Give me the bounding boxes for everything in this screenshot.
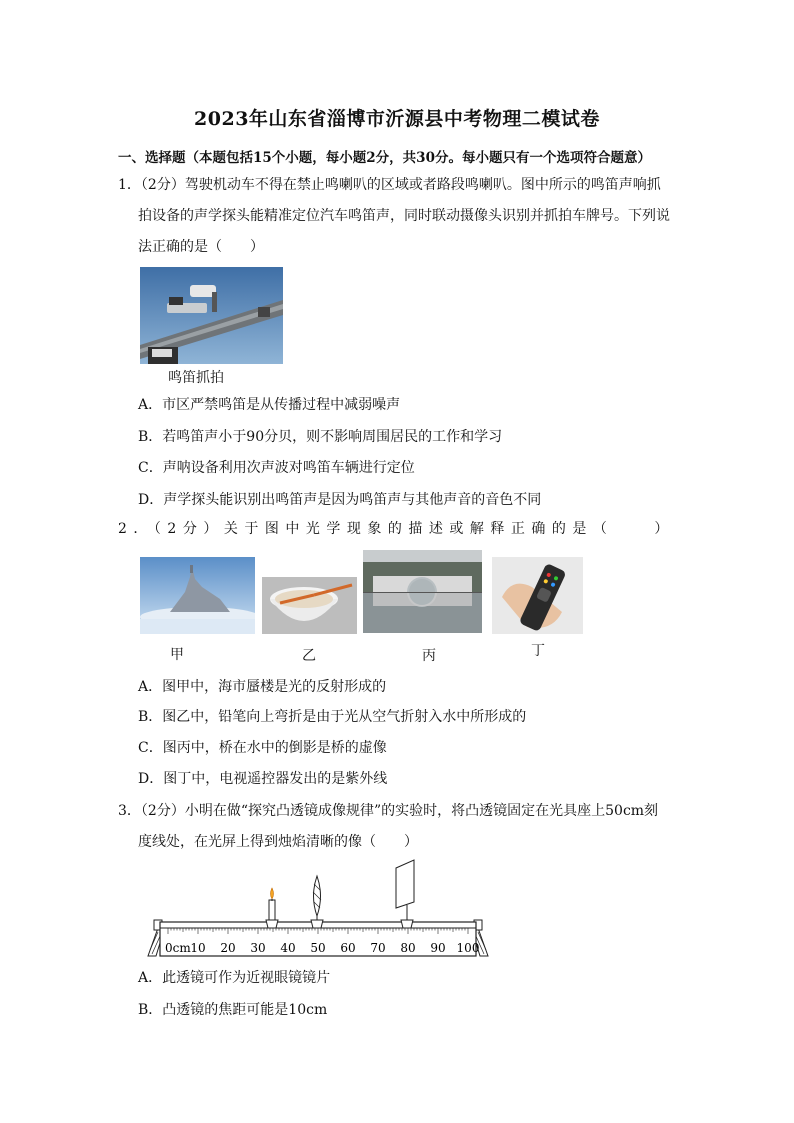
remote-control-photo [492,557,583,634]
ruler-label: 100 [456,941,480,955]
light-screen-icon [396,860,414,928]
ruler-label: 90 [430,941,446,955]
q2-option-a: A．图甲中，海市蜃楼是光的反射形成的 [138,679,387,695]
optical-bench-diagram [138,858,498,963]
page-title: 2023年山东省淄博市沂源县中考物理二模试卷 [194,108,600,130]
ruler-label: 10 [190,941,206,955]
question-1-line-2: 拍设备的声学探头能精准定位汽车鸣笛声，同时联动摄像头识别并抓拍车牌号。下列说 [138,208,670,224]
question-3-line-2: 度线处，在光屏上得到烛焰清晰的像（ ） [138,834,418,850]
caption-bing: 丙 [422,648,436,664]
question-3-line-1: 3．（2分）小明在做“探究凸透镜成像规律”的实验时，将凸透镜固定在光具座上50cm刻 [118,803,659,819]
question-1 [118,170,670,263]
q3-option-a: A．此透镜可作为近视眼镜镜片 [138,970,331,986]
q2-option-c: C．图丙中，桥在水中的倒影是桥的虚像 [138,740,387,756]
ruler-label: 60 [340,941,356,955]
mirage-photo [140,557,255,634]
bridge-reflection-photo [363,550,482,633]
ruler-label: 80 [400,941,416,955]
q2-option-d: D．图丁中，电视遥控器发出的是紫外线 [138,771,388,787]
question-1-line-3: 法正确的是（ ） [138,239,264,255]
question-3 [118,796,658,858]
ruler-label: 30 [250,941,266,955]
honk-capture-photo [140,267,283,364]
question-2-stem: 2．（2分）关于图中光学现象的描述或解释正确的是（ ） [118,521,675,537]
ruler-label: 0cm [165,941,191,955]
convex-lens-icon [311,876,323,928]
caption-ding: 丁 [531,643,545,659]
q1-option-a: A．市区严禁鸣笛是从传播过程中减弱噪声 [138,397,401,413]
section-heading: 一、选择题（本题包括15个小题，每小题2分，共30分。每小题只有一个选项符合题意） [118,150,651,166]
photo-caption-honk: 鸣笛抓拍 [168,370,224,386]
candle-icon [266,888,278,928]
pencil-in-bowl-photo [262,577,357,634]
ruler-label: 50 [310,941,326,955]
ruler-label: 20 [220,941,236,955]
q1-option-c: C．声呐设备利用次声波对鸣笛车辆进行定位 [138,460,415,476]
caption-jia: 甲 [170,647,184,663]
q2-option-b: B．图乙中，铅笔向上弯折是由于光从空气折射入水中所形成的 [138,709,527,725]
ruler-label: 70 [370,941,386,955]
question-1-line-1: 1．（2分）驾驶机动车不得在禁止鸣喇叭的区域或者路段鸣喇叭。图中所示的鸣笛声响抓 [118,177,661,193]
q1-option-d: D．声学探头能识别出鸣笛声是因为鸣笛声与其他声音的音色不同 [138,492,542,508]
caption-yi: 乙 [302,648,316,664]
q3-option-b: B．凸透镜的焦距可能是10cm [138,1002,328,1018]
q1-option-b: B．若鸣笛声小于90分贝，则不影响周围居民的工作和学习 [138,429,503,445]
ruler-label: 40 [280,941,296,955]
